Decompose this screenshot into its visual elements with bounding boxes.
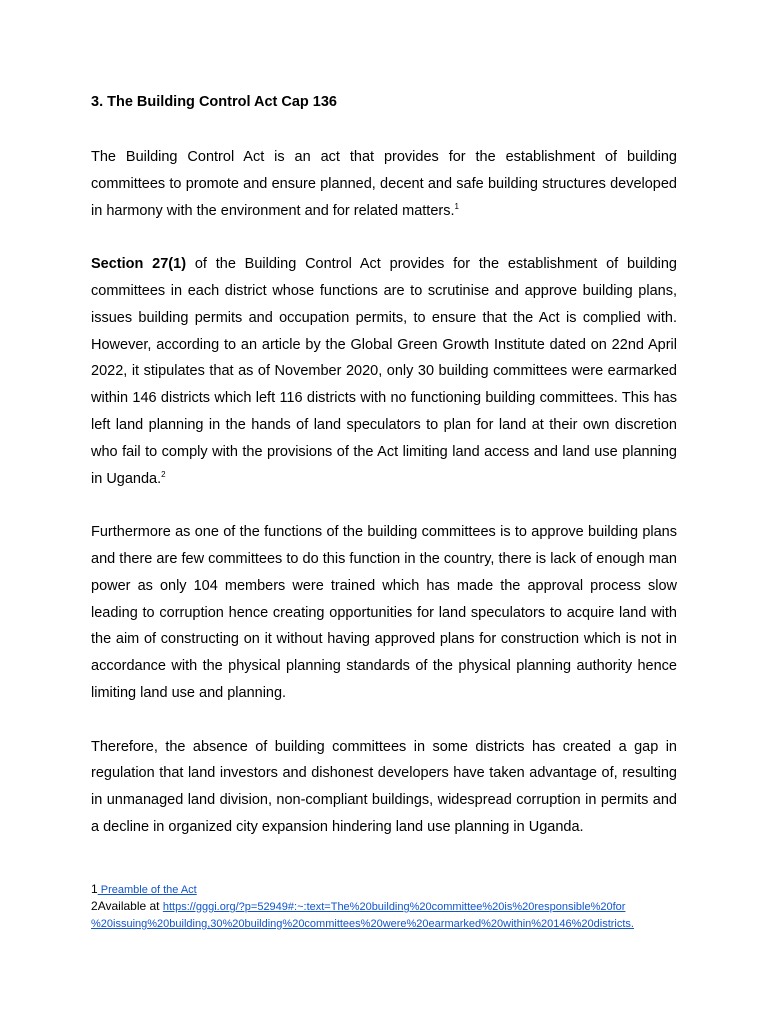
section-27-bold-lead: Section 27(1) [91, 256, 187, 273]
footnote-2-continuation [91, 915, 677, 932]
footnote-ref-2[interactable]: 2 [161, 469, 166, 479]
paragraph-intro [91, 144, 677, 224]
paragraph-section-27 [91, 251, 677, 492]
footnote-2-prefix: Available at [97, 899, 163, 913]
footnote-1-number: 1 [91, 882, 98, 896]
footnote-1 [91, 881, 677, 898]
footnote-ref-1[interactable]: 1 [454, 201, 459, 211]
footnote-1-link[interactable]: Preamble of the Act [97, 884, 197, 896]
paragraph-section-27-text: of the Building Control Act provides for the establishment of building committees in each district whose functions are to scrutinise and approve building plans, issues building permits and occupation permits, to ensure that the Act is complied with. However, according to an article by the Global Green Growth Institute dated on 22nd April 2022, it stipulates that as of November 2020, only 30 building committees were earmarked within 146 districts which left 116 districts with no functioning building committees. This has left land planning in the hands of land speculators to plan for land at their own discretion who fail to comply with the provisions of the Act limiting land access and land use planning in Uganda. [91, 256, 678, 487]
paragraph-therefore-text: Therefore, the absence of building committees in some districts has created a gap in regulation that land investors and dishonest developers have taken advantage of, resulting in unmanaged land division, non-compliant buildings, widespread corruption in permits and a decline in organized city expansion hindering land use planning in Uganda. [91, 738, 677, 835]
footnote-2-link-line1[interactable]: https://gggi.org/?p=52949#:~:text=The%20building%20committee%20is%20responsible%20for [162, 901, 626, 913]
document-body [91, 92, 677, 868]
paragraph-furthermore [91, 519, 677, 707]
footnotes-section [91, 881, 677, 932]
paragraph-furthermore-text: Furthermore as one of the functions of the building committees is to approve building plans and there are few committees to do this function in the country, there is lack of enough man power as only 104 members were trained which has made the approval process slow leading to corruption hence creating opportunities for land speculators to acquire land with the aim of constructing on it without having approved plans for construction which is not in accordance with the physical planning standards of the physical planning authority hence limiting land use and planning. [91, 524, 677, 701]
paragraph-intro-text: The Building Control Act is an act that provides for the establishment of building committees to promote and ensure planned, decent and safe building structures developed in harmony with the environment and for related matters. [91, 149, 677, 219]
paragraph-therefore [91, 734, 677, 841]
section-heading: 3. The Building Control Act Cap 136 [91, 94, 337, 110]
footnote-2-number: 2 [91, 899, 98, 913]
footnote-2 [91, 898, 677, 915]
footnote-2-link-line2[interactable]: %20issuing%20building,30%20building%20committees%20were%20earmarked%20within%20146%20districts. [91, 918, 634, 930]
